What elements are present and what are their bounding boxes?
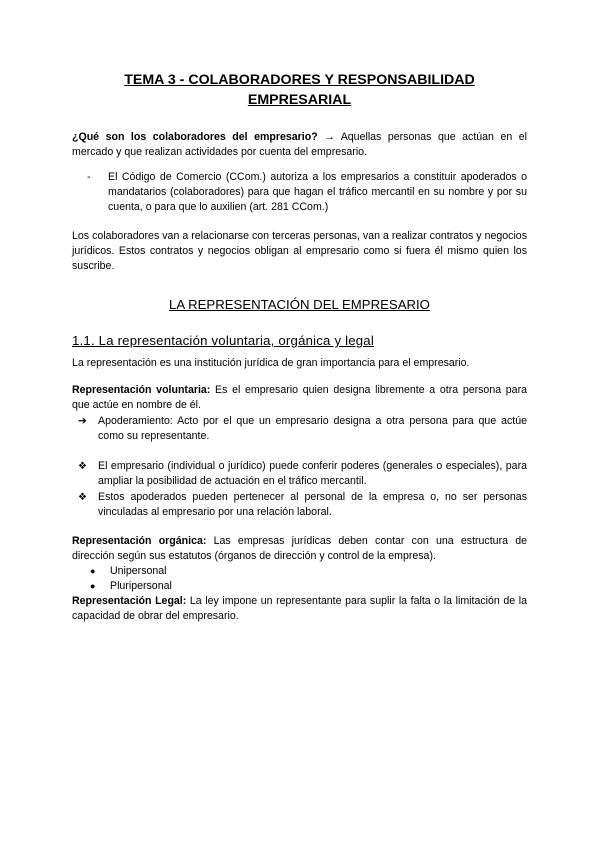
list-item bbox=[87, 170, 527, 215]
subsection-heading: 1.1. La representación voluntaria, orgánica y legal bbox=[72, 333, 374, 348]
voluntaria-text: Es el empresario quien designa libremente a otra persona para que actúe en nombre de él. bbox=[72, 384, 527, 411]
section-heading: LA REPRESENTACIÓN DEL EMPRESARIO bbox=[169, 297, 430, 312]
dash-list bbox=[72, 170, 527, 215]
diamond-list bbox=[72, 459, 527, 520]
list-item-text: Estos apoderados pueden pertenecer al personal de la empresa o, no ser personas vinculadas al empresario por una relación laboral. bbox=[98, 491, 527, 518]
list-item bbox=[90, 579, 527, 594]
bullet-icon: ● bbox=[90, 581, 96, 591]
bullet-icon: ● bbox=[90, 566, 96, 576]
voluntaria-label: Representación voluntaria: bbox=[72, 384, 211, 396]
organica-text: Las empresas jurídicas deben contar con una estructura de dirección según sus estatutos (órganos de dirección y control de la empresa). bbox=[72, 535, 527, 562]
representation-intro: La representación es una institución jurídica de gran importancia para el empresario. bbox=[72, 357, 470, 369]
list-item-text: Pluripersonal bbox=[110, 580, 172, 592]
list-item-text: Unipersonal bbox=[110, 565, 167, 577]
intro-question: ¿Qué son los colaboradores del empresario? bbox=[72, 131, 318, 143]
list-item bbox=[78, 414, 527, 444]
arrow-symbol: → bbox=[324, 131, 335, 143]
list-item-text: Apoderamiento: Acto por el que un empresario designa a otra persona para que actúe como su representante. bbox=[98, 415, 527, 442]
legal-paragraph bbox=[72, 594, 527, 624]
intro-paragraph bbox=[72, 130, 527, 160]
title-line-1: TEMA 3 - COLABORADORES Y RESPONSABILIDAD bbox=[124, 72, 475, 88]
organica-label: Representación orgánica: bbox=[72, 535, 207, 547]
list-item-text: El Código de Comercio (CCom.) autoriza a los empresarios a constituir apoderados o mandatarios (colaboradores) para que hagan el tráfico mercantil en su nombre y por su cuenta, o para que lo auxilien (art. 281 CCom.) bbox=[108, 171, 527, 213]
arrow-bullet-icon: ➔ bbox=[78, 415, 87, 427]
bullet-list bbox=[72, 564, 527, 594]
diamond-bullet-icon: ❖ bbox=[78, 461, 87, 472]
organica-paragraph bbox=[72, 534, 527, 564]
list-item bbox=[78, 459, 527, 489]
intro-answer: Aquellas personas que actúan en el mercado y que realizan actividades por cuenta del empresario. bbox=[72, 131, 528, 158]
list-item bbox=[78, 490, 527, 520]
legal-label: Representación Legal: bbox=[72, 595, 187, 607]
document-content bbox=[72, 70, 527, 624]
page-title bbox=[72, 70, 527, 110]
voluntaria-paragraph bbox=[72, 383, 527, 413]
arrow-list bbox=[72, 414, 527, 444]
list-item-text: El empresario (individual o jurídico) puede conferir poderes (generales o especiales), para ampliar la posibilidad de actuación en el tráfico mercantil. bbox=[98, 460, 527, 487]
dash-marker: - bbox=[87, 171, 91, 183]
list-item bbox=[90, 564, 527, 579]
legal-text: La ley impone un representante para suplir la falta o la limitación de la capacidad de obrar del empresario. bbox=[72, 595, 527, 622]
collaborators-paragraph: Los colaboradores van a relacionarse con terceras personas, van a realizar contratos y negocios jurídicos. Estos contratos y negocios obligan al empresario como si fuera él mismo quien los suscribe. bbox=[72, 230, 527, 272]
diamond-bullet-icon: ❖ bbox=[78, 492, 87, 503]
title-line-2: EMPRESARIAL bbox=[247, 92, 352, 108]
